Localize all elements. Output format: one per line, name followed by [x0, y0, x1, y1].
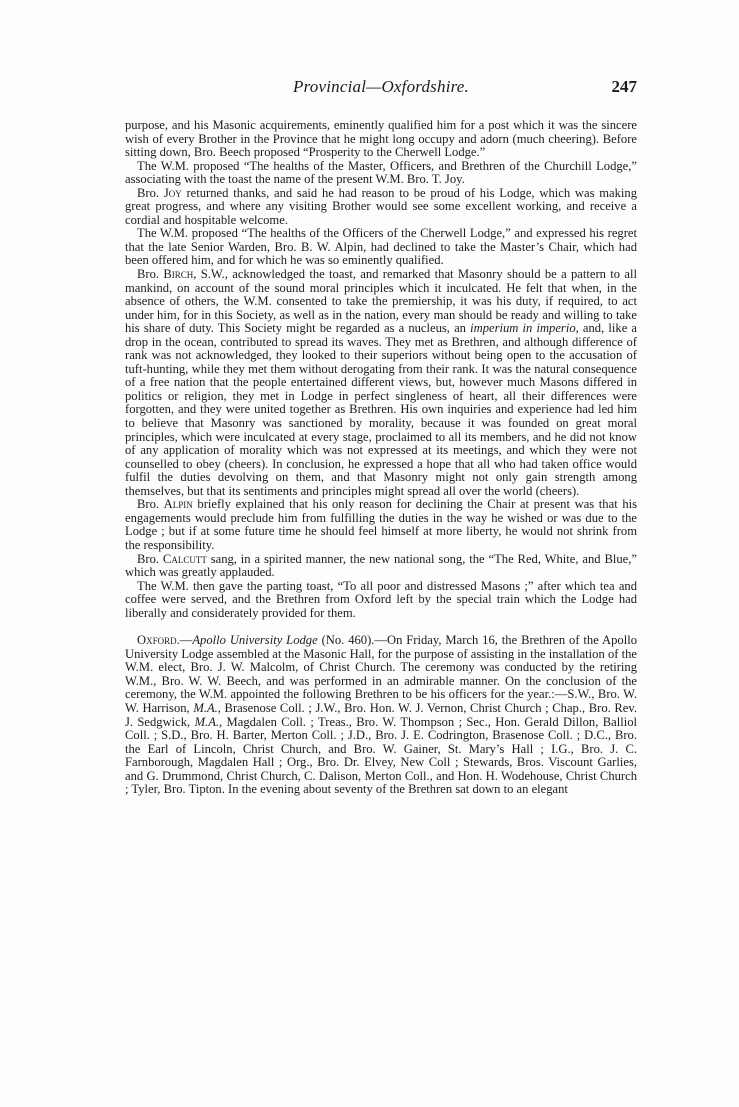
page-number: 247	[611, 77, 637, 96]
paragraph-text: (No. 460).—On Friday, March 16, the Brethren of the Apollo University Lodge assembled at the Masonic Hall, for the purpose of assisting in the installation of the W.M. elect, Bro. J. W. Malcolm, of Christ Church. The ceremony was conducted by the retiring W.M., Bro. W. W. Beech, and was performed in an admirable manner. On the conclusion of the ceremony, the W.M. appointed the following Brethren to be his officers for the year.:—S.W., Bro. W. W. Harrison,	[125, 633, 637, 715]
paragraph-text: returned thanks, and said he had reason to be proud of his Lodge, which was making great progress, and where any visiting Brother would see some excellent working, and receive a cordial and hospitable welcome.	[125, 185, 638, 227]
lodge-name: Apollo University Lodge	[192, 633, 318, 648]
paragraph-text: , and, like a drop in the ocean, contributed to spread its waves. They met as Brethren, and although difference of rank was not acknowledged, they looked to their superiors without being open to the accusation of tuft-hunting, while they met them without derogating from their rank. It was the natural consequence of a free nation that the people entertained different views, but, however much Masons differed in politics or religion, they met in Lodge in perfect singleness of heart, all their differences were forgotten, and they were united together as Brethren. His own inquiries and experience had led him to believe that Masonry was sanctioned by morality, because it was founded on great moral principles, which were inculcated at every stage, proclaimed to all its members, and he did not know of any application of morality which was not expressed at its meetings, and which they were not counselled to obey (cheers). In conclusion, he expressed a hope that all who had taken office would fulfil the duties devolving on them, and that Masonry might not only gain strength among themselves, but that its sentiments and principles might spread all over the world (cheers).	[125, 321, 638, 498]
paragraph-wm-toast-officers: The W.M. proposed “The healths of the Officers of the Cherwell Lodge,” and expressed his regret that the late Senior Warden, Bro. B. W. Alpin, had declined to take the Master’s Chair, which had been offered him, and for which he was so eminently qualified.	[125, 226, 637, 268]
section-place: Oxford	[137, 633, 177, 648]
article-body	[125, 119, 637, 797]
speaker-name: Birch	[163, 267, 194, 282]
speaker-name: Joy	[163, 185, 182, 200]
degree-abbrev: M.A.	[193, 700, 218, 715]
lead-bro: Bro.	[137, 267, 164, 282]
paragraph-wm-toast-churchill: The W.M. proposed “The healths of the Master, Officers, and Brethren of the Churchill Lodge,” associating with the toast the name of the present W.M. Bro. T. Joy.	[125, 158, 637, 187]
paragraph-continuation: purpose, and his Masonic acquirements, eminently qualified him for a post which it was the sincere wish of every Brother in the Province that he might long occupy and adorn (much cheering). Before sitting down, Bro. Beech proposed “Prosperity to the Cherwell Lodge.”	[125, 118, 637, 160]
speaker-name: Alpin	[163, 497, 193, 512]
paragraph-text: , Magdalen Coll. ; Treas., Bro. W. Thompson ; Sec., Hon. Gerald Dillon, Balliol Coll. ; S.D., Bro. H. Barter, Merton Coll. ; J.D., Bro. J. E. Codrington, Brasenose Coll. ; D.C., Bro. the Earl of Lincoln, Christ Church, and Bro. W. Gainer, St. Mary’s Hall ; I.G., Bro. J. C. Farnborough, Magdalen Hall ; Org., Bro. Dr. Elvey, New Coll ; Stewards, Bros. Viscount Garlies, and G. Drummond, Christ Church, C. Dalison, Merton Coll., and Hon. H. Wodehouse, Christ Church ; Tyler, Bro. Tipton. In the evening about seventy of the Brethren sat down to an elegant	[125, 714, 637, 797]
speaker-name: Calcutt	[162, 551, 207, 566]
paragraph-text: sang, in a spirited manner, the new national song, the “The Red, White, and Blue,” which was greatly applauded.	[125, 551, 638, 580]
running-header	[125, 77, 637, 101]
paragraph-parting-toast: The W.M. then gave the parting toast, “To all poor and distressed Masons ;” after which tea and coffee were served, and the Brethren from Oxford left by the special train which the Lodge had liberally and considerately provided for them.	[125, 578, 637, 620]
paragraph-text: briefly explained that his only reason for declining the Chair at present was that his engagements would preclude him from fulfilling the duties in the way he wished or was due to the Lodge ; but if at some future time he should feel himself at more liberty, he would not shrink from the responsibility.	[125, 497, 638, 552]
paragraph-text: , Brasenose Coll. ; J.W., Bro. Hon. W. J. Vernon, Christ Church ; Chap., Bro. Rev. J. Sedgwick,	[125, 700, 637, 729]
paragraph-birch-speech	[125, 268, 637, 498]
lead-bro: Bro.	[137, 551, 163, 566]
paragraph-joy-reply	[125, 187, 637, 228]
running-title: Provincial—Oxfordshire.	[293, 77, 469, 96]
paragraph-alpin-reply	[125, 498, 637, 552]
section-dash: .—	[176, 633, 193, 648]
lead-bro: Bro.	[137, 185, 164, 200]
paragraph-calcutt-song	[125, 553, 637, 580]
lead-bro: Bro.	[137, 497, 164, 512]
italic-phrase: imperium in imperio	[470, 321, 576, 336]
paragraph-oxford-report	[125, 634, 637, 797]
degree-abbrev: M.A.	[194, 714, 220, 729]
paragraph-text: , S.W., acknowledged the toast, and remarked that Masonry should be a pattern to all mankind, on account of the sound moral principles which it inculcated. He felt that when, in the absence of others, the W.M. consented to take the premiership, it was his duty, if required, to act under him, for in this Society, as well as in the nation, every man should be ready and willing to take his share of duty. This Society might be regarded as a nucleus, an	[125, 267, 638, 336]
